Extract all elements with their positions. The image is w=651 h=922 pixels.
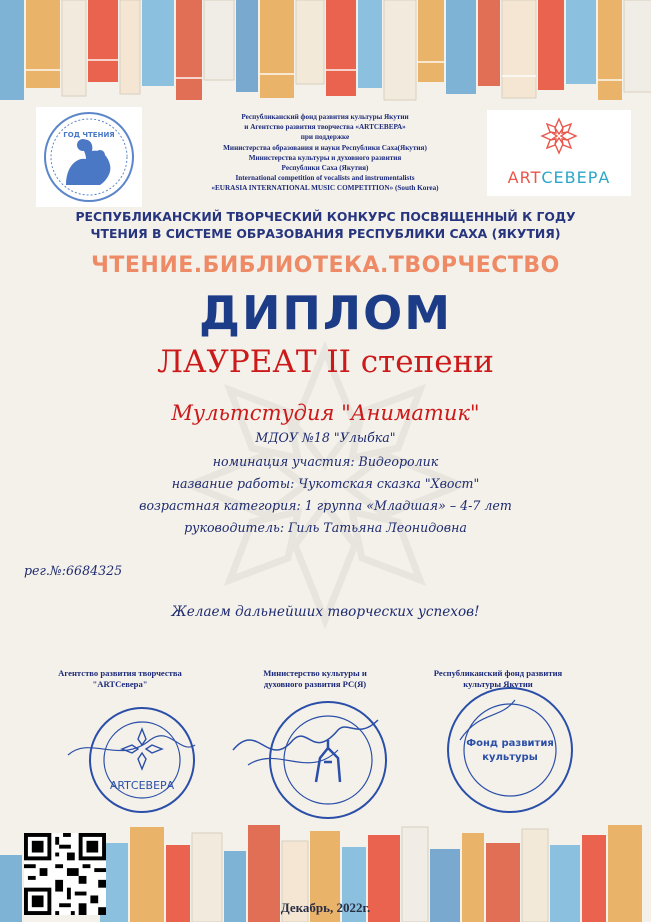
culture-fund-stamp-icon xyxy=(440,680,580,820)
contest-slogan: ЧТЕНИЕ.БИБЛИОТЕКА.ТВОРЧЕСТВО xyxy=(91,253,560,278)
institution: МДОУ №18 "Улыбка" xyxy=(255,430,396,445)
wordmark-art: ART xyxy=(507,168,542,187)
laureate-degree: ЛАУРЕАТ II степени xyxy=(157,344,494,380)
signature-label-line: "ARTСевера" xyxy=(92,679,148,689)
year-of-reading-emblem-icon xyxy=(36,107,142,207)
org-line: при поддержке xyxy=(300,133,350,142)
org-line: Республиканский фонд развития культуры Якутии xyxy=(241,113,409,121)
snowflake-icon xyxy=(539,116,579,156)
contest-title-line2: ЧТЕНИЯ В СИСТЕМЕ ОБРАЗОВАНИЯ РЕСПУБЛИКИ САХА (ЯКУТИЯ) xyxy=(90,226,561,241)
signature-label-line: Министерство культуры и xyxy=(263,668,367,678)
org-line: Республики Саха (Якутия) xyxy=(281,164,369,173)
signature-label-artsevera xyxy=(30,668,210,690)
org-line: «EURASIA INTERNATIONAL MUSIC COMPETITION» (South Korea) xyxy=(211,184,439,193)
nomination: номинация участия: Видеоролик xyxy=(212,454,439,469)
artsevera-logo xyxy=(487,110,631,196)
artsevera-wordmark xyxy=(487,168,631,187)
signature-label-line: духовного развития РС(Я) xyxy=(263,679,367,689)
books-border-top xyxy=(0,0,651,105)
stamp-text: культуры xyxy=(482,752,538,763)
signature-label-line: Агентство развития творчества xyxy=(58,668,182,678)
supervisor: руководитель: Гиль Татьяна Леонидовна xyxy=(184,520,467,535)
issue-date: Декабрь, 2022г. xyxy=(280,900,371,915)
org-line: Министерства культуры и духовного развития xyxy=(248,153,402,162)
year-of-reading-logo xyxy=(36,107,142,207)
age-category: возрастная категория: 1 группа «Младшая» – 4-7 лет xyxy=(139,498,512,513)
year-of-reading-text: ГОД ЧТЕНИЯ xyxy=(63,131,115,139)
ministry-stamp-icon xyxy=(228,690,398,825)
stamp-text: Фонд развития xyxy=(466,738,554,749)
contest-title xyxy=(0,208,651,242)
stamp-text: ARTСЕВЕРА xyxy=(109,779,175,792)
wish-text: Желаем дальнейших творческих успехов! xyxy=(171,604,480,620)
org-line: и Агентство развития творчества «ARTСЕВЕРА» xyxy=(244,123,406,132)
diploma-title: ДИПЛОМ xyxy=(198,286,453,340)
signature-label-ministry xyxy=(225,668,405,690)
organizers-block xyxy=(160,112,490,194)
org-line: Министерства образования и науки Республики Саха(Якутия) xyxy=(223,143,427,152)
contest-title-line1: РЕСПУБЛИКАНСКИЙ ТВОРЧЕСКИЙ КОНКУРС ПОСВЯЩЕННЫЙ К ГОДУ xyxy=(75,209,576,224)
signature-label-line: Республиканский фонд развития xyxy=(433,668,563,678)
wordmark-severa: СЕВЕРА xyxy=(541,168,611,187)
participant-name: Мультстудия "Аниматик" xyxy=(171,401,480,425)
org-line: International competition of vocalists and instrumentalists xyxy=(235,174,415,183)
artsevera-stamp-icon xyxy=(60,695,200,820)
signature-label-line: культуры Якутии xyxy=(463,679,533,689)
work-title: название работы: Чукотская сказка "Хвост" xyxy=(171,476,480,491)
registration-number: рег.№:6684325 xyxy=(24,563,123,578)
